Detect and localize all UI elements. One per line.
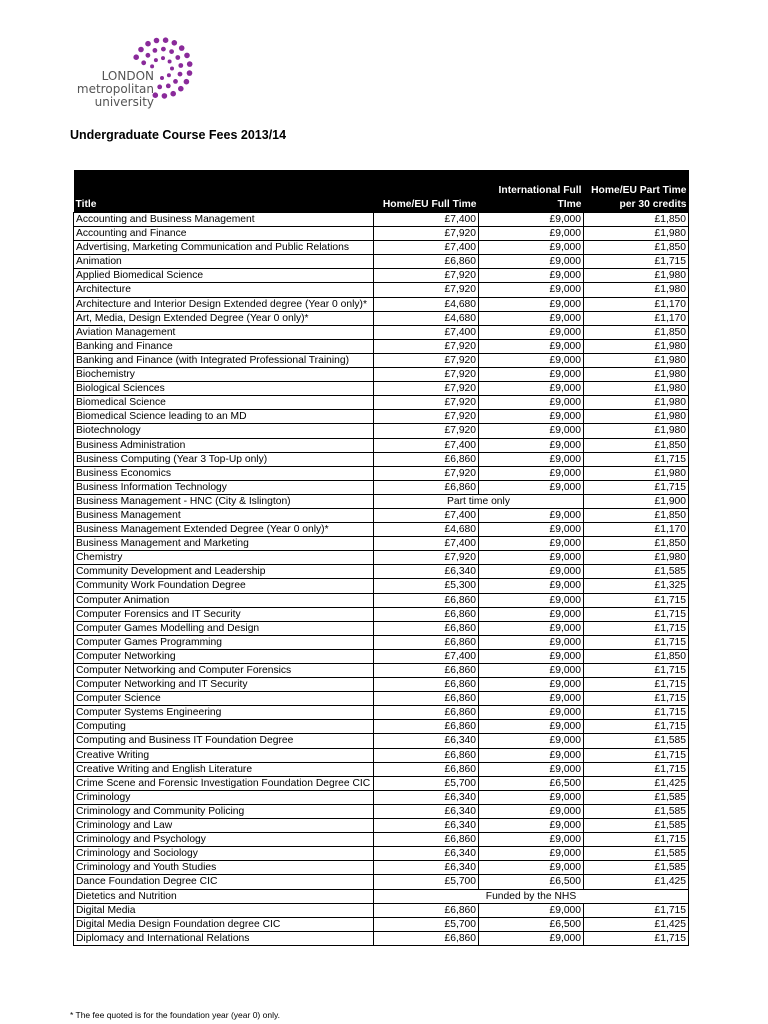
table-row: [74, 875, 689, 889]
home-eu-part-time-cell: £1,170: [584, 311, 689, 325]
table-row: [74, 269, 689, 283]
course-title-cell: Criminology and Youth Studies: [74, 861, 374, 875]
home-eu-full-time-cell: £7,920: [374, 269, 479, 283]
home-eu-full-time-cell: £4,680: [374, 523, 479, 537]
international-full-time-cell: £9,000: [479, 804, 584, 818]
international-full-time-cell: £9,000: [479, 903, 584, 917]
home-eu-full-time-cell: £5,700: [374, 875, 479, 889]
international-full-time-cell: £9,000: [479, 861, 584, 875]
footnote: * The fee quoted is for the foundation year (year 0) only.: [70, 1010, 280, 1020]
home-eu-part-time-cell: £1,715: [584, 255, 689, 269]
home-eu-part-time-cell: £1,715: [584, 621, 689, 635]
course-title-cell: Criminology and Community Policing: [74, 804, 374, 818]
home-eu-part-time-cell: £1,715: [584, 593, 689, 607]
home-eu-full-time-cell: £5,700: [374, 917, 479, 931]
home-eu-part-time-cell: £1,585: [584, 861, 689, 875]
international-full-time-cell: £9,000: [479, 790, 584, 804]
home-eu-full-time-cell: £6,340: [374, 861, 479, 875]
home-eu-full-time-cell: £6,340: [374, 565, 479, 579]
table-row: [74, 903, 689, 917]
table-row: [74, 551, 689, 565]
home-eu-part-time-cell: £1,980: [584, 410, 689, 424]
home-eu-part-time-cell: £1,900: [584, 494, 689, 508]
home-eu-full-time-cell: £6,340: [374, 804, 479, 818]
table-row: [74, 227, 689, 241]
course-title-cell: Chemistry: [74, 551, 374, 565]
international-full-time-cell: £9,000: [479, 311, 584, 325]
home-eu-part-time-cell: £1,715: [584, 664, 689, 678]
fee-note-cell: Funded by the NHS: [374, 889, 689, 903]
home-eu-full-time-cell: £6,860: [374, 833, 479, 847]
international-full-time-cell: £9,000: [479, 466, 584, 480]
course-title-cell: Crime Scene and Forensic Investigation Foundation Degree CIC: [74, 776, 374, 790]
international-full-time-cell: £9,000: [479, 551, 584, 565]
home-eu-full-time-cell: £7,400: [374, 508, 479, 522]
international-full-time-cell: £9,000: [479, 368, 584, 382]
course-title-cell: Computer Networking and IT Security: [74, 678, 374, 692]
international-full-time-cell: £9,000: [479, 241, 584, 255]
course-title-cell: Dietetics and Nutrition: [74, 889, 374, 903]
course-title-cell: Dance Foundation Degree CIC: [74, 875, 374, 889]
home-eu-part-time-cell: £1,980: [584, 353, 689, 367]
home-eu-full-time-cell: £7,920: [374, 339, 479, 353]
course-title-cell: Biomedical Science leading to an MD: [74, 410, 374, 424]
home-eu-part-time-cell: £1,850: [584, 649, 689, 663]
logo-wordmark: [66, 70, 154, 109]
home-eu-full-time-cell: £7,920: [374, 551, 479, 565]
international-full-time-cell: £6,500: [479, 917, 584, 931]
table-row: [74, 847, 689, 861]
international-full-time-cell: £9,000: [479, 847, 584, 861]
international-full-time-cell: £9,000: [479, 283, 584, 297]
home-eu-part-time-cell: £1,715: [584, 833, 689, 847]
home-eu-part-time-cell: £1,980: [584, 466, 689, 480]
home-eu-part-time-cell: £1,715: [584, 748, 689, 762]
home-eu-full-time-cell: £6,340: [374, 734, 479, 748]
course-title-cell: Animation: [74, 255, 374, 269]
home-eu-full-time-cell: £6,860: [374, 903, 479, 917]
table-header-row: [74, 170, 689, 213]
course-title-cell: Business Computing (Year 3 Top-Up only): [74, 452, 374, 466]
course-title-cell: Business Management Extended Degree (Year 0 only)*: [74, 523, 374, 537]
home-eu-full-time-cell: £6,340: [374, 819, 479, 833]
home-eu-full-time-cell: £7,920: [374, 382, 479, 396]
home-eu-full-time-cell: £6,340: [374, 847, 479, 861]
international-full-time-cell: £9,000: [479, 255, 584, 269]
home-eu-full-time-cell: £4,680: [374, 311, 479, 325]
table-row: [74, 621, 689, 635]
home-eu-part-time-cell: £1,715: [584, 678, 689, 692]
home-eu-part-time-cell: £1,425: [584, 875, 689, 889]
home-eu-full-time-cell: £7,920: [374, 353, 479, 367]
home-eu-part-time-cell: £1,325: [584, 579, 689, 593]
table-row: [74, 889, 689, 903]
course-title-cell: Creative Writing: [74, 748, 374, 762]
international-full-time-cell: £9,000: [479, 410, 584, 424]
course-title-cell: Criminology: [74, 790, 374, 804]
table-row: [74, 565, 689, 579]
home-eu-full-time-cell: £7,920: [374, 466, 479, 480]
international-full-time-cell: £9,000: [479, 819, 584, 833]
home-eu-full-time-cell: £7,920: [374, 424, 479, 438]
international-full-time-cell: £9,000: [479, 931, 584, 945]
table-row: [74, 339, 689, 353]
course-title-cell: Digital Media Design Foundation degree CIC: [74, 917, 374, 931]
home-eu-full-time-cell: £4,680: [374, 297, 479, 311]
international-full-time-cell: £9,000: [479, 424, 584, 438]
table-row: [74, 931, 689, 945]
course-title-cell: Business Economics: [74, 466, 374, 480]
course-title-cell: Digital Media: [74, 903, 374, 917]
course-title-cell: Criminology and Psychology: [74, 833, 374, 847]
table-row: [74, 734, 689, 748]
course-title-cell: Computing and Business IT Foundation Degree: [74, 734, 374, 748]
course-title-cell: Banking and Finance: [74, 339, 374, 353]
home-eu-full-time-cell: £7,400: [374, 325, 479, 339]
header-international-full-time: International Full TIme: [479, 170, 584, 213]
home-eu-full-time-cell: £7,400: [374, 537, 479, 551]
table-row: [74, 438, 689, 452]
page-title: Undergraduate Course Fees 2013/14: [70, 128, 287, 142]
home-eu-full-time-cell: £6,860: [374, 664, 479, 678]
course-title-cell: Computer Games Modelling and Design: [74, 621, 374, 635]
home-eu-part-time-cell: £1,850: [584, 438, 689, 452]
home-eu-full-time-cell: £7,920: [374, 283, 479, 297]
course-title-cell: Applied Biomedical Science: [74, 269, 374, 283]
international-full-time-cell: £9,000: [479, 692, 584, 706]
home-eu-part-time-cell: £1,850: [584, 508, 689, 522]
international-full-time-cell: £9,000: [479, 664, 584, 678]
international-full-time-cell: £9,000: [479, 565, 584, 579]
home-eu-part-time-cell: £1,715: [584, 692, 689, 706]
table-row: [74, 790, 689, 804]
home-eu-part-time-cell: £1,715: [584, 931, 689, 945]
course-title-cell: Architecture: [74, 283, 374, 297]
international-full-time-cell: £9,000: [479, 833, 584, 847]
international-full-time-cell: £9,000: [479, 579, 584, 593]
course-title-cell: Computer Systems Engineering: [74, 706, 374, 720]
international-full-time-cell: £9,000: [479, 762, 584, 776]
home-eu-part-time-cell: £1,850: [584, 213, 689, 227]
home-eu-part-time-cell: £1,715: [584, 452, 689, 466]
home-eu-part-time-cell: £1,170: [584, 297, 689, 311]
home-eu-part-time-cell: £1,425: [584, 917, 689, 931]
table-row: [74, 508, 689, 522]
international-full-time-cell: £9,000: [479, 269, 584, 283]
course-title-cell: Computer Networking and Computer Forensics: [74, 664, 374, 678]
home-eu-part-time-cell: £1,850: [584, 537, 689, 551]
home-eu-part-time-cell: £1,715: [584, 706, 689, 720]
logo-line-3: university: [94, 95, 154, 109]
logo-line-1: LONDON: [101, 69, 154, 83]
home-eu-full-time-cell: £6,340: [374, 790, 479, 804]
home-eu-full-time-cell: £7,920: [374, 368, 479, 382]
table-row: [74, 804, 689, 818]
course-title-cell: Business Management - HNC (City & Islington): [74, 494, 374, 508]
international-full-time-cell: £9,000: [479, 438, 584, 452]
course-title-cell: Computer Networking: [74, 649, 374, 663]
international-full-time-cell: £9,000: [479, 508, 584, 522]
international-full-time-cell: £9,000: [479, 227, 584, 241]
course-title-cell: Diplomacy and International Relations: [74, 931, 374, 945]
course-title-cell: Community Development and Leadership: [74, 565, 374, 579]
home-eu-part-time-cell: £1,585: [584, 790, 689, 804]
home-eu-part-time-cell: £1,585: [584, 819, 689, 833]
course-title-cell: Computer Forensics and IT Security: [74, 607, 374, 621]
international-full-time-cell: £9,000: [479, 537, 584, 551]
home-eu-full-time-cell: £6,860: [374, 706, 479, 720]
course-title-cell: Biological Sciences: [74, 382, 374, 396]
course-title-cell: Biomedical Science: [74, 396, 374, 410]
international-full-time-cell: £9,000: [479, 353, 584, 367]
course-title-cell: Business Information Technology: [74, 480, 374, 494]
international-full-time-cell: £9,000: [479, 734, 584, 748]
home-eu-full-time-cell: £6,860: [374, 692, 479, 706]
course-title-cell: Aviation Management: [74, 325, 374, 339]
table-row: [74, 861, 689, 875]
table-row: [74, 649, 689, 663]
course-title-cell: Computer Animation: [74, 593, 374, 607]
course-title-cell: Biochemistry: [74, 368, 374, 382]
table-row: [74, 452, 689, 466]
home-eu-full-time-cell: £6,860: [374, 678, 479, 692]
home-eu-full-time-cell: £6,860: [374, 635, 479, 649]
course-title-cell: Computing: [74, 720, 374, 734]
home-eu-full-time-cell: £5,300: [374, 579, 479, 593]
table-row: [74, 523, 689, 537]
table-row: [74, 819, 689, 833]
home-eu-part-time-cell: £1,715: [584, 480, 689, 494]
table-row: [74, 635, 689, 649]
home-eu-part-time-cell: £1,980: [584, 396, 689, 410]
home-eu-full-time-cell: £6,860: [374, 720, 479, 734]
fees-table: [73, 170, 689, 946]
home-eu-part-time-cell: £1,980: [584, 368, 689, 382]
table-row: [74, 466, 689, 480]
course-title-cell: Creative Writing and English Literature: [74, 762, 374, 776]
home-eu-part-time-cell: £1,980: [584, 339, 689, 353]
logo-line-2: metropolitan: [76, 82, 154, 96]
table-row: [74, 917, 689, 931]
home-eu-full-time-cell: £7,400: [374, 649, 479, 663]
home-eu-part-time-cell: £1,715: [584, 635, 689, 649]
home-eu-full-time-cell: £6,860: [374, 931, 479, 945]
home-eu-part-time-cell: £1,850: [584, 325, 689, 339]
table-row: [74, 255, 689, 269]
international-full-time-cell: £9,000: [479, 748, 584, 762]
course-title-cell: Community Work Foundation Degree: [74, 579, 374, 593]
home-eu-full-time-cell: £7,920: [374, 410, 479, 424]
table-row: [74, 537, 689, 551]
table-row: [74, 593, 689, 607]
course-title-cell: Computer Science: [74, 692, 374, 706]
international-full-time-cell: £9,000: [479, 607, 584, 621]
fee-note-cell: Part time only: [374, 494, 584, 508]
header-title: Title: [74, 170, 374, 213]
home-eu-full-time-cell: £6,860: [374, 762, 479, 776]
course-title-cell: Architecture and Interior Design Extended degree (Year 0 only)*: [74, 297, 374, 311]
international-full-time-cell: £9,000: [479, 649, 584, 663]
table-row: [74, 241, 689, 255]
international-full-time-cell: £9,000: [479, 621, 584, 635]
header-home-eu-full-time: Home/EU Full Time: [374, 170, 479, 213]
table-row: [74, 410, 689, 424]
international-full-time-cell: £9,000: [479, 297, 584, 311]
international-full-time-cell: £6,500: [479, 875, 584, 889]
home-eu-part-time-cell: £1,980: [584, 424, 689, 438]
course-title-cell: Business Administration: [74, 438, 374, 452]
home-eu-part-time-cell: £1,715: [584, 607, 689, 621]
international-full-time-cell: £9,000: [479, 480, 584, 494]
table-row: [74, 664, 689, 678]
international-full-time-cell: £9,000: [479, 720, 584, 734]
home-eu-part-time-cell: £1,980: [584, 269, 689, 283]
home-eu-part-time-cell: £1,715: [584, 903, 689, 917]
course-title-cell: Banking and Finance (with Integrated Professional Training): [74, 353, 374, 367]
table-row: [74, 720, 689, 734]
international-full-time-cell: £9,000: [479, 325, 584, 339]
home-eu-part-time-cell: £1,980: [584, 227, 689, 241]
table-row: [74, 579, 689, 593]
course-title-cell: Criminology and Law: [74, 819, 374, 833]
international-full-time-cell: £9,000: [479, 339, 584, 353]
international-full-time-cell: £9,000: [479, 706, 584, 720]
course-title-cell: Accounting and Business Management: [74, 213, 374, 227]
international-full-time-cell: £9,000: [479, 382, 584, 396]
home-eu-part-time-cell: £1,585: [584, 734, 689, 748]
course-title-cell: Advertising, Marketing Communication and Public Relations: [74, 241, 374, 255]
home-eu-part-time-cell: £1,585: [584, 847, 689, 861]
home-eu-part-time-cell: £1,850: [584, 241, 689, 255]
table-row: [74, 776, 689, 790]
international-full-time-cell: £9,000: [479, 678, 584, 692]
table-row: [74, 382, 689, 396]
home-eu-full-time-cell: £7,920: [374, 227, 479, 241]
course-title-cell: Accounting and Finance: [74, 227, 374, 241]
table-row: [74, 396, 689, 410]
table-row: [74, 833, 689, 847]
home-eu-part-time-cell: £1,170: [584, 523, 689, 537]
home-eu-part-time-cell: £1,980: [584, 551, 689, 565]
table-row: [74, 692, 689, 706]
international-full-time-cell: £9,000: [479, 635, 584, 649]
international-full-time-cell: £9,000: [479, 452, 584, 466]
header-home-eu-part-time: Home/EU Part Time per 30 credits: [584, 170, 689, 213]
international-full-time-cell: £9,000: [479, 593, 584, 607]
home-eu-part-time-cell: £1,585: [584, 804, 689, 818]
home-eu-full-time-cell: £6,860: [374, 621, 479, 635]
home-eu-full-time-cell: £6,860: [374, 593, 479, 607]
international-full-time-cell: £6,500: [479, 776, 584, 790]
home-eu-part-time-cell: £1,585: [584, 565, 689, 579]
table-row: [74, 678, 689, 692]
table-row: [74, 424, 689, 438]
table-row: [74, 706, 689, 720]
home-eu-part-time-cell: £1,425: [584, 776, 689, 790]
table-row: [74, 283, 689, 297]
table-row: [74, 607, 689, 621]
home-eu-full-time-cell: £6,860: [374, 452, 479, 466]
home-eu-full-time-cell: £5,700: [374, 776, 479, 790]
home-eu-full-time-cell: £7,400: [374, 213, 479, 227]
table-row: [74, 762, 689, 776]
home-eu-part-time-cell: £1,715: [584, 720, 689, 734]
table-row: [74, 311, 689, 325]
home-eu-full-time-cell: £7,920: [374, 396, 479, 410]
home-eu-full-time-cell: £7,400: [374, 438, 479, 452]
home-eu-part-time-cell: £1,980: [584, 283, 689, 297]
table-row: [74, 325, 689, 339]
home-eu-part-time-cell: £1,715: [584, 762, 689, 776]
course-title-cell: Business Management and Marketing: [74, 537, 374, 551]
home-eu-full-time-cell: £7,400: [374, 241, 479, 255]
international-full-time-cell: £9,000: [479, 396, 584, 410]
home-eu-full-time-cell: £6,860: [374, 607, 479, 621]
table-row: [74, 297, 689, 311]
course-title-cell: Computer Games Programming: [74, 635, 374, 649]
course-title-cell: Biotechnology: [74, 424, 374, 438]
course-title-cell: Business Management: [74, 508, 374, 522]
international-full-time-cell: £9,000: [479, 523, 584, 537]
university-logo: [66, 34, 196, 114]
home-eu-full-time-cell: £6,860: [374, 255, 479, 269]
course-title-cell: Art, Media, Design Extended Degree (Year 0 only)*: [74, 311, 374, 325]
home-eu-full-time-cell: £6,860: [374, 748, 479, 762]
table-row: [74, 353, 689, 367]
home-eu-full-time-cell: £6,860: [374, 480, 479, 494]
table-row: [74, 748, 689, 762]
table-row: [74, 368, 689, 382]
course-title-cell: Criminology and Sociology: [74, 847, 374, 861]
table-row: [74, 494, 689, 508]
table-row: [74, 480, 689, 494]
international-full-time-cell: £9,000: [479, 213, 584, 227]
home-eu-part-time-cell: £1,980: [584, 382, 689, 396]
table-row: [74, 213, 689, 227]
